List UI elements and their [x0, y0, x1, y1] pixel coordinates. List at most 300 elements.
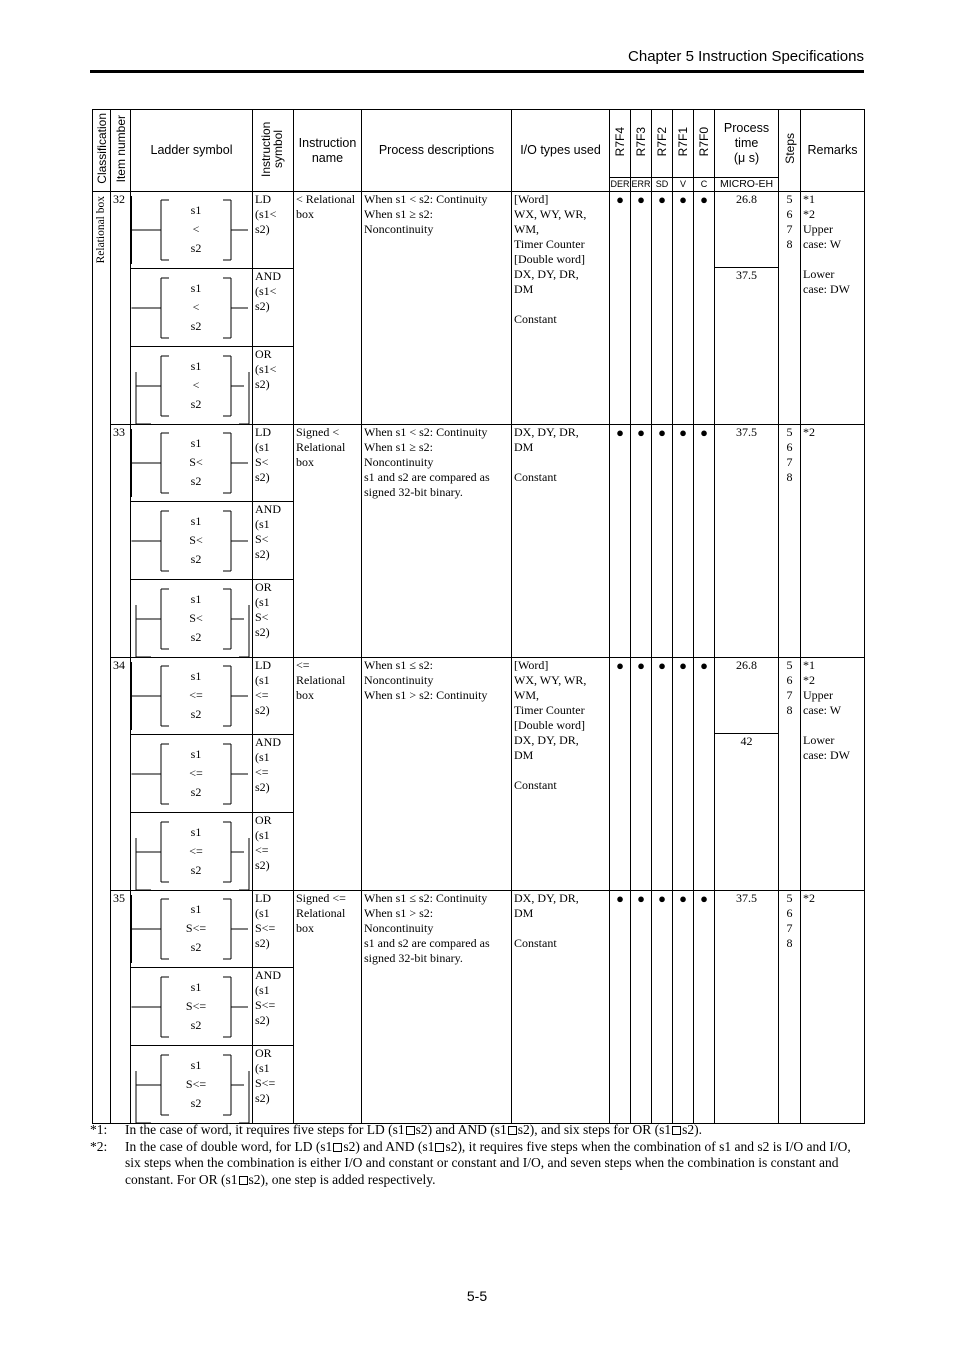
page-number: 5-5	[466, 1288, 488, 1304]
io-types-line: [Word]	[514, 658, 549, 672]
flag-dot: ●	[673, 891, 694, 1124]
instruction-symbol-line: s2)	[255, 1013, 270, 1027]
remarks-line: case: DW	[803, 282, 850, 296]
ladder-operand: <	[192, 378, 200, 392]
io-types-line: Constant	[514, 470, 557, 484]
footnote-text: In the case of word, it requires five steps for LD (s1	[125, 1122, 405, 1137]
ladder-diagram	[131, 813, 253, 890]
instruction-symbol-line: (s1	[255, 906, 270, 920]
instruction-symbol-line: OR	[255, 1046, 272, 1060]
instruction-name	[294, 891, 362, 1124]
header-flag: R7F4	[610, 110, 631, 178]
ladder-symbol-cell	[131, 1046, 253, 1124]
io-types-line: DX, DY, DR,	[514, 425, 579, 439]
flag-dot: ●	[652, 425, 673, 658]
process-description-line: s1 and s2 are compared as	[364, 936, 490, 950]
instruction-name-line: box	[296, 921, 314, 935]
ladder-operand: s2	[190, 707, 202, 721]
instruction-name-line: Signed <=	[296, 891, 346, 905]
ladder-operand: s1	[190, 436, 202, 450]
steps-value: 5	[786, 891, 793, 905]
header-process-time: Process time (μ s)	[715, 110, 779, 178]
instruction-symbol-line: S<	[255, 610, 269, 624]
steps-value: 7	[786, 688, 793, 702]
io-types-line: Timer Counter	[514, 703, 585, 717]
instruction-symbol-line: (s1<	[255, 207, 277, 221]
header-micro-eh: MICRO-EH	[715, 178, 779, 192]
instruction-symbol-line: (s1<	[255, 284, 277, 298]
operator-box-icon	[239, 1176, 248, 1185]
flag-dot: ●	[610, 192, 631, 425]
io-types-line: DM	[514, 748, 534, 762]
process-time-value: 26.8	[715, 192, 778, 268]
io-types-line: DX, DY, DR,	[514, 267, 579, 281]
ladder-operand: s2	[190, 319, 202, 333]
io-types-line: Constant	[514, 312, 557, 326]
instruction-symbol-line: AND	[255, 968, 281, 982]
steps-value: 7	[786, 455, 793, 469]
flag-dot: ●	[610, 891, 631, 1124]
header-instruction-symbol: Instruction symbol	[253, 110, 294, 192]
instruction-name-line: Signed <	[296, 425, 340, 439]
io-types	[512, 891, 610, 1124]
table-row	[93, 658, 865, 735]
instruction-name-line: box	[296, 207, 314, 221]
ladder-operand: S<=	[185, 921, 207, 935]
instruction-symbol-line: <=	[255, 765, 269, 779]
steps-value: 7	[786, 921, 793, 935]
flag-dot: ●	[673, 425, 694, 658]
flag-dot: ●	[631, 891, 652, 1124]
io-types-line: WX, WY, WR,	[514, 207, 587, 221]
steps-value: 6	[786, 440, 793, 454]
instruction-symbol-line: (s1	[255, 983, 270, 997]
steps	[779, 658, 801, 891]
steps-value: 8	[786, 470, 793, 484]
classification-cell	[93, 192, 111, 1124]
footnotes	[90, 1122, 860, 1188]
remarks-line	[803, 718, 862, 733]
footnote-text: s2), and six steps for OR (s1	[517, 1122, 672, 1137]
instruction-symbol	[253, 425, 294, 502]
io-types-line: DX, DY, DR,	[514, 733, 579, 747]
steps	[779, 192, 801, 425]
io-types-line: DM	[514, 282, 534, 296]
instruction-table	[92, 109, 865, 1124]
instruction-symbol	[253, 968, 294, 1046]
flag-dot: ●	[652, 658, 673, 891]
remarks-line: Lower	[803, 267, 835, 281]
instruction-symbol	[253, 269, 294, 347]
instruction-symbol-line: (s1	[255, 1061, 270, 1075]
instruction-symbol-line: OR	[255, 347, 272, 361]
operator-box-icon	[406, 1126, 415, 1135]
footnote	[90, 1122, 860, 1139]
steps-value: 8	[786, 703, 793, 717]
ladder-operand: s1	[190, 825, 202, 839]
io-types-line: WM,	[514, 222, 539, 236]
steps-value: 6	[786, 673, 793, 687]
ladder-symbol-cell	[131, 658, 253, 735]
steps-value: 7	[786, 222, 793, 236]
header-process-descriptions: Process descriptions	[362, 110, 512, 192]
process-description-line: signed 32-bit binary.	[364, 951, 463, 965]
ladder-symbol-cell	[131, 891, 253, 968]
ladder-operand: S<	[189, 533, 203, 547]
flag-name-c: C	[694, 178, 715, 192]
instruction-symbol-line: s2)	[255, 470, 270, 484]
instruction-symbol-line: s2)	[255, 780, 270, 794]
instruction-symbol	[253, 347, 294, 425]
instruction-symbol-line: LD	[255, 192, 271, 206]
flag-dot: ●	[652, 192, 673, 425]
process-description-line: When s1 > s2:	[364, 906, 434, 920]
instruction-name-line: <=	[296, 658, 310, 672]
io-types-line	[514, 763, 607, 778]
ladder-diagram	[131, 658, 253, 734]
flag-dot: ●	[694, 425, 715, 658]
process-description-line: s1 and s2 are compared as	[364, 470, 490, 484]
instruction-symbol-line: S<=	[255, 998, 276, 1012]
remarks	[801, 192, 865, 425]
instruction-symbol-line: LD	[255, 425, 271, 439]
ladder-diagram	[131, 269, 253, 346]
remarks-line: *1	[803, 192, 815, 206]
remarks-line: *2	[803, 891, 815, 905]
footnote-text: In the case of double word, for LD (s1	[125, 1138, 333, 1154]
process-time-value: 26.8	[715, 658, 778, 734]
remarks-line: *2	[803, 673, 815, 687]
instruction-symbol-line: (s1	[255, 440, 270, 454]
flag-dot: ●	[610, 658, 631, 891]
instruction-symbol-line: (s1	[255, 828, 270, 842]
io-types-line: WX, WY, WR,	[514, 673, 587, 687]
ladder-operand: s1	[190, 747, 202, 761]
footnote	[90, 1139, 860, 1189]
ladder-diagram	[131, 735, 253, 812]
chapter-title: Chapter 5 Instruction Specifications	[628, 48, 864, 65]
ladder-operand: s1	[190, 281, 202, 295]
instruction-symbol-line: OR	[255, 813, 272, 827]
table-row	[93, 192, 865, 269]
remarks-line: *1	[803, 658, 815, 672]
io-types-line	[514, 297, 607, 312]
instruction-symbol-line: (s1	[255, 517, 270, 531]
steps-value: 6	[786, 207, 793, 221]
io-types-line: Constant	[514, 778, 557, 792]
flag-dot: ●	[652, 891, 673, 1124]
remarks-line: Lower	[803, 733, 835, 747]
process-description-line: When s1 < s2: Continuity	[364, 192, 488, 206]
ladder-operand: s2	[190, 474, 202, 488]
io-types-line: [Double word]	[514, 718, 585, 732]
ladder-diagram	[131, 425, 253, 501]
steps	[779, 891, 801, 1124]
ladder-operand: <=	[189, 844, 203, 858]
instruction-symbol-line: S<=	[255, 1076, 276, 1090]
header-steps: Steps	[779, 110, 801, 192]
ladder-symbol-cell	[131, 735, 253, 813]
process-description-line: Noncontinuity	[364, 455, 434, 469]
ladder-operand: s2	[190, 1018, 202, 1032]
process-description	[362, 192, 512, 425]
remarks-line: case: W	[803, 237, 842, 251]
process-time	[715, 658, 779, 891]
process-time	[715, 891, 779, 1124]
flag-dot: ●	[631, 425, 652, 658]
io-types-line: Timer Counter	[514, 237, 585, 251]
ladder-operand: s2	[190, 630, 202, 644]
instruction-symbol-line: LD	[255, 658, 271, 672]
ladder-operand: <	[192, 300, 200, 314]
instruction-symbol	[253, 735, 294, 813]
instruction-symbol-line: s2)	[255, 222, 270, 236]
instruction-symbol-line: AND	[255, 735, 281, 749]
item-number: 34	[111, 658, 131, 891]
item-number: 33	[111, 425, 131, 658]
ladder-diagram	[131, 580, 253, 657]
instruction-name-line: box	[296, 688, 314, 702]
steps-value: 6	[786, 906, 793, 920]
ladder-operand: S<=	[185, 1077, 207, 1091]
remarks	[801, 658, 865, 891]
header-remarks: Remarks	[801, 110, 865, 192]
io-types	[512, 658, 610, 891]
steps-value: 5	[786, 192, 793, 206]
instruction-symbol-line: S<	[255, 455, 269, 469]
flag-dot: ●	[631, 658, 652, 891]
header-flag: R7F3	[631, 110, 652, 178]
remarks-line: *2	[803, 207, 815, 221]
flag-dot: ●	[694, 891, 715, 1124]
instruction-symbol	[253, 658, 294, 735]
flag-dot: ●	[631, 192, 652, 425]
ladder-diagram	[131, 968, 253, 1045]
header-classification: Classification	[93, 110, 111, 192]
ladder-operand: s1	[190, 359, 202, 373]
instruction-name	[294, 192, 362, 425]
ladder-operand: <=	[189, 766, 203, 780]
footnote-key: *1:	[90, 1122, 108, 1137]
remarks-line: case: W	[803, 703, 842, 717]
remarks-line: case: DW	[803, 748, 850, 762]
ladder-symbol-cell	[131, 269, 253, 347]
flag-dot: ●	[610, 425, 631, 658]
ladder-operand: s2	[190, 785, 202, 799]
instruction-symbol-line: (s1<	[255, 362, 277, 376]
instruction-symbol-line: S<=	[255, 921, 276, 935]
flag-dot: ●	[673, 658, 694, 891]
instruction-name-line: Relational	[296, 440, 346, 454]
process-description	[362, 658, 512, 891]
flag-dot: ●	[694, 192, 715, 425]
ladder-operand: <	[192, 222, 200, 236]
instruction-symbol-line: AND	[255, 502, 281, 516]
steps-value: 8	[786, 936, 793, 950]
process-time	[715, 425, 779, 658]
remarks-line: Upper	[803, 688, 833, 702]
instruction-symbol-line: (s1	[255, 673, 270, 687]
header-instruction-name: Instruction name	[294, 110, 362, 192]
instruction-name	[294, 425, 362, 658]
header-flag: R7F0	[694, 110, 715, 178]
instruction-name-line: Relational	[296, 906, 346, 920]
ladder-operand: s2	[190, 940, 202, 954]
instruction-symbol-line: (s1	[255, 750, 270, 764]
instruction-name	[294, 658, 362, 891]
ladder-operand: S<=	[185, 999, 207, 1013]
ladder-symbol-cell	[131, 502, 253, 580]
flag-name-sd: SD	[652, 178, 673, 192]
io-types-line: WM,	[514, 688, 539, 702]
process-description-line: Noncontinuity	[364, 673, 434, 687]
process-description-line: When s1 ≥ s2:	[364, 440, 433, 454]
ladder-diagram	[131, 192, 253, 268]
ladder-diagram	[131, 891, 253, 967]
remarks	[801, 425, 865, 658]
ladder-diagram	[131, 1046, 253, 1123]
instruction-symbol-line: s2)	[255, 1091, 270, 1105]
process-description	[362, 891, 512, 1124]
instruction-symbol-line: AND	[255, 269, 281, 283]
footnote-key: *2:	[90, 1138, 108, 1154]
process-description-line: When s1 < s2: Continuity	[364, 425, 488, 439]
instruction-symbol-line: s2)	[255, 299, 270, 313]
steps	[779, 425, 801, 658]
ladder-operand: s1	[190, 1058, 202, 1072]
remarks	[801, 891, 865, 1124]
ladder-diagram	[131, 347, 253, 424]
instruction-name-line: Relational	[296, 673, 346, 687]
instruction-symbol	[253, 813, 294, 891]
instruction-symbol-line: s2)	[255, 858, 270, 872]
io-types-line: DM	[514, 906, 534, 920]
ladder-symbol-cell	[131, 347, 253, 425]
ladder-operand: s2	[190, 552, 202, 566]
item-number: 32	[111, 192, 131, 425]
process-time-value: 37.5	[736, 425, 757, 439]
flag-dot: ●	[673, 192, 694, 425]
ladder-operand: s1	[190, 669, 202, 683]
process-description-line: Noncontinuity	[364, 921, 434, 935]
ladder-symbol-cell	[131, 580, 253, 658]
io-types-line	[514, 455, 607, 470]
footnote-text: s2) and AND (s1	[415, 1122, 507, 1137]
table-row	[93, 425, 865, 502]
process-description-line: When s1 ≤ s2:	[364, 658, 433, 672]
footnote-text: s2), one step is added respectively.	[248, 1171, 436, 1187]
io-types-line: DM	[514, 440, 534, 454]
page-header	[90, 48, 864, 73]
instruction-symbol-line: (s1	[255, 595, 270, 609]
instruction-name-line: box	[296, 455, 314, 469]
header-flag: R7F2	[652, 110, 673, 178]
ladder-symbol-cell	[131, 425, 253, 502]
ladder-operand: S<	[189, 455, 203, 469]
steps-value: 5	[786, 658, 793, 672]
io-types-line: [Double word]	[514, 252, 585, 266]
ladder-operand: s1	[190, 902, 202, 916]
remarks-line: Upper	[803, 222, 833, 236]
classification-label: Relational box	[95, 196, 107, 264]
io-types-line: DX, DY, DR,	[514, 891, 579, 905]
remarks-line: *2	[803, 425, 815, 439]
header-ladder-symbol: Ladder symbol	[131, 110, 253, 192]
ladder-operand: <=	[189, 688, 203, 702]
flag-name-err: ERR	[631, 178, 652, 192]
operator-box-icon	[672, 1126, 681, 1135]
process-description-line: signed 32-bit binary.	[364, 485, 463, 499]
io-types	[512, 425, 610, 658]
steps-value: 5	[786, 425, 793, 439]
process-time-value: 37.5	[736, 891, 757, 905]
process-description-line: When s1 ≤ s2: Continuity	[364, 891, 488, 905]
steps-value: 8	[786, 237, 793, 251]
ladder-operand: s1	[190, 514, 202, 528]
io-types-line: Constant	[514, 936, 557, 950]
instruction-symbol	[253, 891, 294, 968]
remarks-line	[803, 252, 862, 267]
process-time-value: 42	[740, 734, 753, 748]
process-description-line: Noncontinuity	[364, 222, 434, 236]
instruction-symbol-line: s2)	[255, 625, 270, 639]
flag-name-v: V	[673, 178, 694, 192]
instruction-symbol	[253, 192, 294, 269]
instruction-symbol-line: s2)	[255, 377, 270, 391]
instruction-symbol-line: s2)	[255, 936, 270, 950]
item-number: 35	[111, 891, 131, 1124]
instruction-name-line: < Relational	[296, 192, 356, 206]
ladder-operand: s1	[190, 203, 202, 217]
operator-box-icon	[435, 1143, 444, 1152]
instruction-symbol-line: <=	[255, 843, 269, 857]
operator-box-icon	[333, 1143, 342, 1152]
process-time-value: 37.5	[736, 268, 757, 282]
instruction-symbol	[253, 580, 294, 658]
instruction-symbol-line: <=	[255, 688, 269, 702]
instruction-symbol-line: s2)	[255, 547, 270, 561]
process-description	[362, 425, 512, 658]
flag-dot: ●	[694, 658, 715, 891]
io-types-line: [Word]	[514, 192, 549, 206]
footnote-text: s2).	[682, 1122, 703, 1137]
ladder-operand: s2	[190, 863, 202, 877]
ladder-operand: s2	[190, 397, 202, 411]
process-description-line: When s1 > s2: Continuity	[364, 688, 488, 702]
ladder-operand: s1	[190, 980, 202, 994]
footnote-text: s2), it requires five steps when the combination of s1 and s2 is I/O and I/O, six steps when the combination is either I/O and constant or constant and I/O, and seven steps when the combination is constant and constant. For OR (s1	[125, 1138, 851, 1187]
process-description-line: When s1 ≥ s2:	[364, 207, 433, 221]
table-row	[93, 891, 865, 968]
ladder-symbol-cell	[131, 813, 253, 891]
process-time	[715, 192, 779, 425]
instruction-symbol	[253, 1046, 294, 1124]
footnote-text: s2) and AND (s1	[343, 1138, 435, 1154]
header-item-number: Item number	[111, 110, 131, 192]
ladder-diagram	[131, 502, 253, 579]
instruction-symbol-line: s2)	[255, 703, 270, 717]
ladder-operand: s2	[190, 241, 202, 255]
header-io-types: I/O types used	[512, 110, 610, 192]
io-types	[512, 192, 610, 425]
ladder-symbol-cell	[131, 968, 253, 1046]
instruction-symbol-line: LD	[255, 891, 271, 905]
ladder-operand: s1	[190, 592, 202, 606]
io-types-line	[514, 921, 607, 936]
ladder-symbol-cell	[131, 192, 253, 269]
operator-box-icon	[508, 1126, 517, 1135]
ladder-operand: S<	[189, 611, 203, 625]
